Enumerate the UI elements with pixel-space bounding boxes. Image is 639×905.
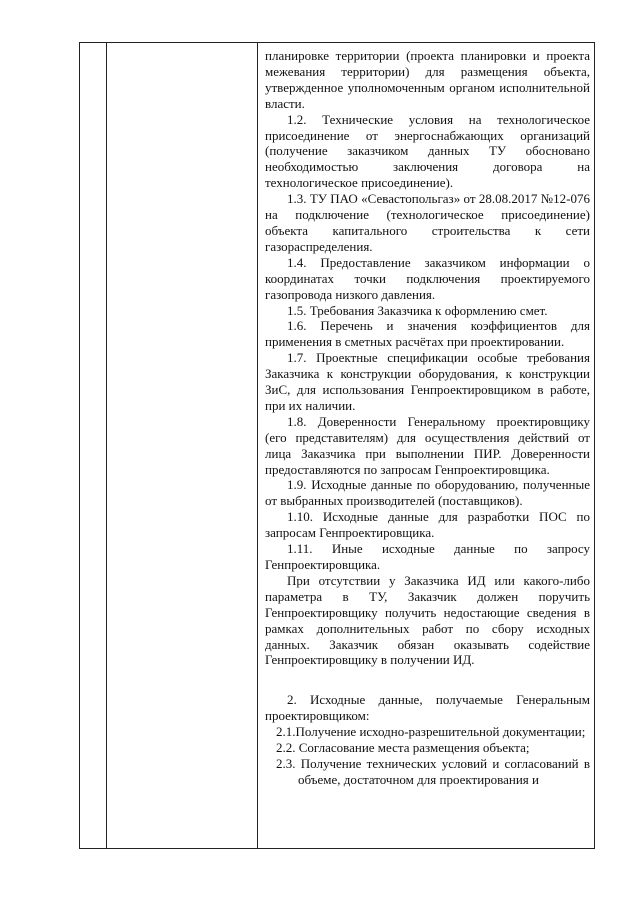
paragraph-1-9: 1.9. Исходные данные по оборудованию, полученные от выбранных производителей (поставщиков). <box>265 477 590 509</box>
section-2-heading: 2. Исходные данные, получаемые Генеральным проектировщиком: <box>265 692 590 724</box>
paragraph-1-7: 1.7. Проектные спецификации особые требования Заказчика к конструкции оборудования, к конструкции ЗиС, для использования Генпроектировщиком в работе, при их наличии. <box>265 350 590 413</box>
paragraph-2-3: 2.3. Получение технических условий и согласований в объеме, достаточном для проектирования и <box>276 755 590 787</box>
table-text-cell <box>265 48 590 788</box>
paragraph: планировке территории (проекта планировки и проекта межевания территории) для размещения объекта, утвержденное уполномоченным органом исполнительной власти. <box>265 48 590 111</box>
paragraph-1-6: 1.6. Перечень и значения коэффициентов для применения в сметных расчётах при проектировании. <box>265 318 590 350</box>
paragraph-1-5: 1.5. Требования Заказчика к оформлению смет. <box>287 302 548 318</box>
paragraph-1-11: 1.11. Иные исходные данные по запросу Генпроектировщика. <box>265 541 590 572</box>
paragraph-absence-note: При отсутствии у Заказчика ИД или какого-либо параметра в ТУ, Заказчик должен поручить Генпроектировщику получить недостающие сведения в рамках дополнительных работ по сбору исходных данных. Заказчик обязан оказывать содействие Генпроектировщику в получении ИД. <box>265 572 590 668</box>
column-divider <box>106 43 107 848</box>
paragraph-1-3: 1.3. ТУ ПАО «Севастопольгаз» от 28.08.2017 №12-076 на подключение (технологическое присоединение) объекта капитального строительства к сети газораспределения. <box>265 191 590 254</box>
document-table <box>79 42 595 849</box>
paragraph-gap <box>265 668 590 692</box>
paragraph-1-8: 1.8. Доверенности Генеральному проектировщику (его представителям) для осуществления действий от лица Заказчика при выполнении ПИР. Доверенности предоставляются по запросам Генпроектировщика. <box>265 413 590 477</box>
paragraph-1-10: 1.10. Исходные данные для разработки ПОС по запросам Генпроектировщика. <box>265 509 590 541</box>
paragraph-1-4: 1.4. Предоставление заказчиком информации о координатах точки подключения проектируемого газопровода низкого давления. <box>265 254 590 302</box>
column-divider <box>257 43 258 848</box>
paragraph-1-2: 1.2. Технические условия на технологическое присоединение от энергоснабжающих организаций (получение заказчиком данных ТУ обосновано необходимостью заключения договора на технологическое присоединение). <box>265 111 590 191</box>
paragraph-2-2: 2.2. Согласование места размещения объекта; <box>276 740 530 756</box>
paragraph-2-1: 2.1.Получение исходно-разрешительной документации; <box>276 724 586 740</box>
